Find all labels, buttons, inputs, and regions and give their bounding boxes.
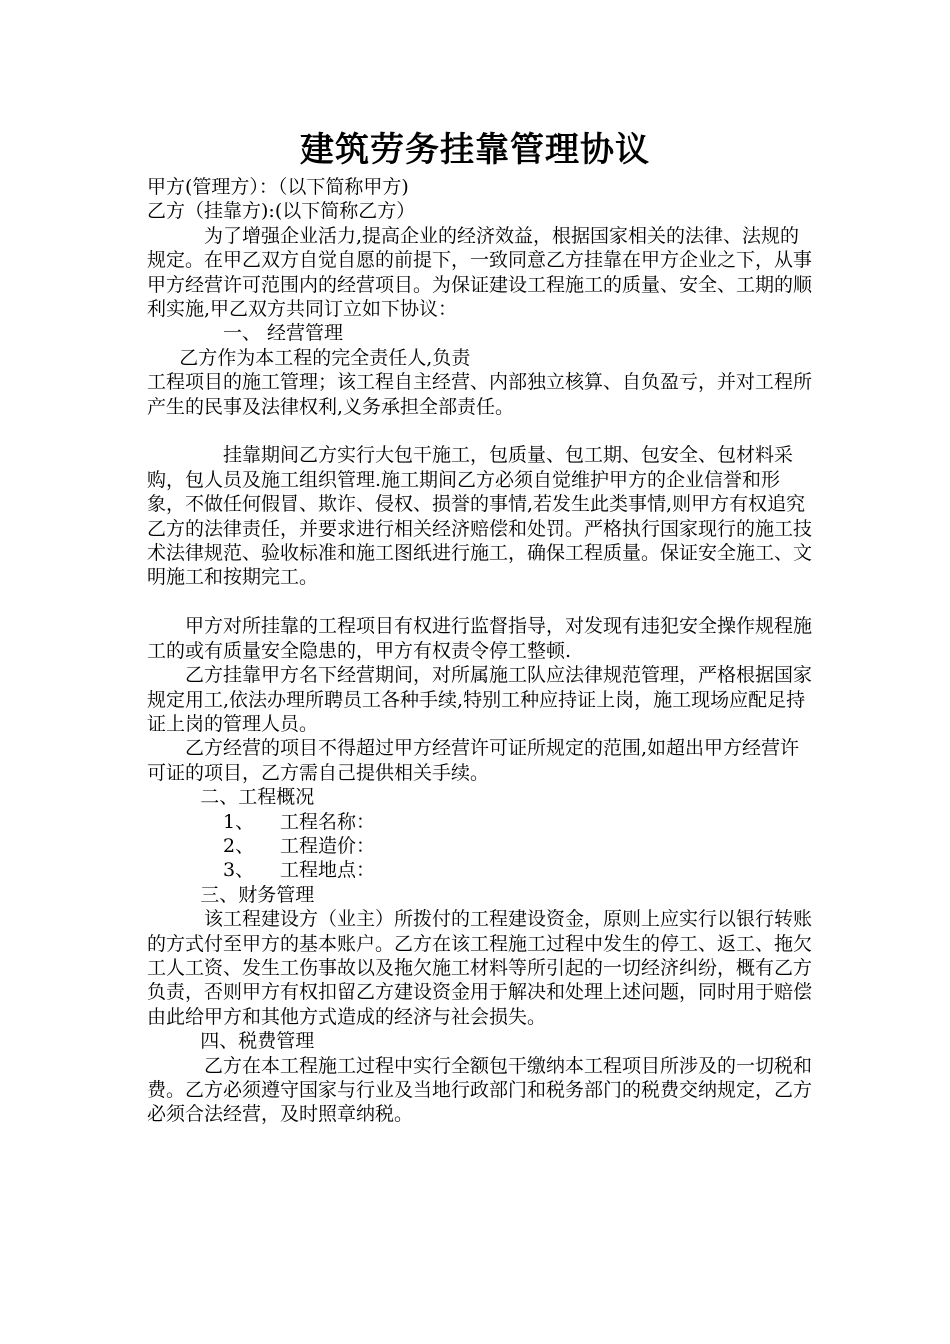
project-item-number: 2、 <box>223 834 255 857</box>
document-body <box>147 175 813 1127</box>
intro-paragraph: 为了增强企业活力,提高企业的经济效益，根据国家相关的法律、法规的规定。在甲乙双方自觉自愿的前提下，一致同意乙方挂靠在甲方企业之下，从事甲方经营许可范围内的经营项目。为保证建设工程施工的质量、安全、工期的顺利实施,甲乙双方共同订立如下协议： <box>147 224 813 321</box>
party-b-line: 乙方（挂靠方):(以下简称乙方） <box>147 200 416 223</box>
section-3-heading: 三、财务管理 <box>200 883 315 906</box>
project-item <box>147 810 813 834</box>
document-title: 建筑劳务挂靠管理协议 <box>300 130 650 170</box>
section-1-paragraph-1-first-line: 乙方作为本工程的完全责任人,负责 <box>179 346 471 369</box>
project-item-number: 3、 <box>223 859 255 882</box>
blank-line <box>147 419 813 443</box>
section-1-heading: 一、 经营管理 <box>223 322 344 345</box>
project-item-label: 工程地点： <box>280 859 376 882</box>
section-1-paragraph-3: 甲方对所挂靠的工程项目有权进行监督指导，对发现有违犯安全操作规程施工的或有质量安全隐患的，甲方有权责令停工整顿. <box>147 615 813 662</box>
section-1-paragraph-5: 乙方经营的项目不得超过甲方经营许可证所规定的范围,如超出甲方经营许可证的项目，乙方需自己提供相关手续。 <box>147 737 800 784</box>
project-item-label: 工程名称： <box>280 810 376 833</box>
project-item-label: 工程造价： <box>280 834 376 857</box>
section-4-paragraph-1: 乙方在本工程施工过程中实行全额包干缴纳本工程项目所涉及的一切税和费。乙方必须遵守国家与行业及当地行政部门和税务部门的税费交纳规定，乙方必须合法经营，及时照章纳税。 <box>147 1054 813 1126</box>
section-3-paragraph-1: 该工程建设方（业主）所拨付的工程建设资金，原则上应实行以银行转账的方式付至甲方的基本账户。乙方在该工程施工过程中发生的停工、返工、拖欠工人工资、发生工伤事故以及拖欠施工材料等所引起的一切经济纠纷，概有乙方负责，否则甲方有权扣留乙方建设资金用于解决和处理上述问题，同时用于赔偿由此给甲方和其他方式造成的经济与社会损失。 <box>147 908 813 1028</box>
section-1-paragraph-2: 挂靠期间乙方实行大包干施工，包质量、包工期、包安全、包材料采购，包人员及施工组织管理.施工期间乙方必须自觉维护甲方的企业信誉和形象，不做任何假冒、欺诈、侵权、损誉的事情,若发生此类事情,则甲方有权追究乙方的法律责任，并要求进行相关经济赔偿和处罚。严格执行国家现行的施工技术法律规范、验收标准和施工图纸进行施工，确保工程质量。保证安全施工、文明施工和按期完工。 <box>147 444 813 589</box>
party-a-line: 甲方(管理方）：（以下简称甲方) <box>147 176 409 198</box>
project-item-number: 1、 <box>223 810 255 833</box>
section-1-paragraph-1: 工程项目的施工管理；该工程自主经营、内部独立核算、自负盈亏，并对工程所产生的民事及法律权利,义务承担全部责任。 <box>147 371 813 418</box>
section-1-paragraph-4: 乙方挂靠甲方名下经营期间，对所属施工队应法律规范管理，严格根据国家规定用工,依法办理所聘员工各种手续,特别工种应持证上岗，施工现场应配足持证上岗的管理人员。 <box>147 664 813 735</box>
section-2-heading: 二、工程概况 <box>200 786 315 809</box>
blank-line <box>147 590 813 614</box>
project-item <box>147 858 813 882</box>
section-4-heading: 四、税费管理 <box>200 1030 315 1053</box>
project-item <box>147 834 813 858</box>
